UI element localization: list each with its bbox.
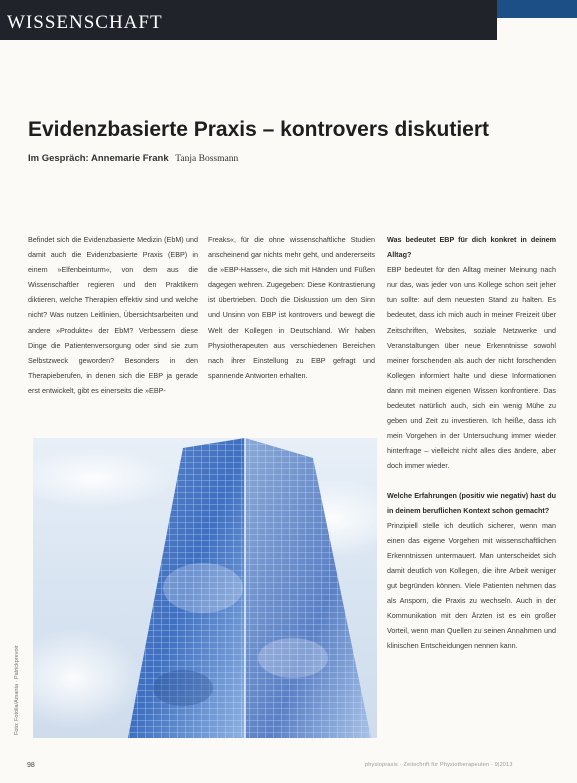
skyscraper-photo <box>33 438 377 738</box>
page-number: 98 <box>27 762 35 769</box>
photo-credit: Foto: Fotolia/Amanta · Patrickprevoir <box>14 645 20 735</box>
question-1: Was bedeutet EBP für dich konkret in deinem Alltag? <box>387 235 556 260</box>
text-column-3 <box>387 232 556 654</box>
footer-publication-line: physiopraxis · Zeitschrift für Physiotherapeuten · 9|2013 <box>365 762 513 768</box>
interview-label: Im Gespräch: Annemarie Frank <box>28 153 169 164</box>
text-column-2 <box>208 232 375 383</box>
intro-paragraph-part-2: Freaks«, für die ohne wissenschaftliche Studien anscheinend gar nichts mehr geht, und andererseits die »EBP-Hasser«, die sich mit Händen und Füßen dagegen wehren. Zugegeben: Diese Kontrastierung ist übertrieben. Doch die Diskussion um den Sinn und Unsinn von EBP ist kontrovers und bewegt die Welt der Kollegen in Deutschland. Wir haben Physiotherapeuten aus verschiedenen Bereichen nach ihrer Einstellung zu EBP gefragt und spannende Antworten erhalten. <box>208 235 375 380</box>
text-column-1 <box>28 232 198 398</box>
answer-1: EBP bedeutet für den Alltag meiner Meinung nach nur das, was jeder von uns Kollege schon seit jeher tun sollte: auf dem neuesten Stand zu halten. Es bedeutet, dass ich mich auch in meiner Freizeit über Zeitschriften, Websites, soziale Netzwerke und Veranstaltungen über neue Erkenntnisse sowohl meiner forschenden als auch der nicht forschenden Kollegen informiert halte und diese Informationen dann mit meinen eigenen Wissen konfrontiere. Das bedeutet natürlich auch, sich ein wenig Mühe zu geben und Zeit zu investieren. Ich heiße, dass ich mein Vorgehen in der Untersuchung immer wieder hinterfrage – vielleicht nicht alles dies ändere, aber doch immer wieder. <box>387 265 556 471</box>
section-header-band <box>0 0 497 40</box>
section-title: WISSENSCHAFT <box>7 12 163 33</box>
paragraph-gap <box>387 474 556 488</box>
article-byline <box>28 153 238 164</box>
article-headline: Evidenzbasierte Praxis – kontrovers diskutiert <box>28 118 490 141</box>
author-name: Tanja Bossmann <box>175 154 239 164</box>
intro-paragraph-part-1: Befindet sich die Evidenzbasierte Medizin (EbM) und damit auch die Evidenzbasierte Praxis (EBP) in einem »Elfenbeinturm«, von dem aus die Wissenschaftler regieren und den Praktikern diktieren, welche Therapien effektiv sind und welche nicht? Was nutzen Leitlinien, Übersichtsarbeiten und andere »Produkte« der EbM? Verbessern diese Dinge die Patientenversorgung oder sind sie zum Selbstzweck geworden? Besonders in den Therapieberufen, in denen sich die EBP ja gerade erst entwickelt, gibt es einerseits die »EBP- <box>28 235 198 395</box>
question-2: Welche Erfahrungen (positiv wie negativ) hast du in deinem beruflichen Kontext schon gemacht? <box>387 490 556 515</box>
header-accent-bar <box>497 0 577 18</box>
answer-2: Prinzipiell stelle ich deutlich sicherer, wenn man einen das eigene Vorgehen mit wissenschaftlichen Erkenntnissen untermauert. Man unterscheidet sich damit deutlich von Kollegen, die ihre Arbeit weniger gut begründen können. Viele Patienten nehmen das als Ansporn, die Praxis zu wechseln. Auch in der Kommunikation mit den Ärzten ist es ein großer Vorteil, wenn man Quellen zu seinen Annahmen und klinischen Entscheidungen nennen kann. <box>387 520 556 651</box>
